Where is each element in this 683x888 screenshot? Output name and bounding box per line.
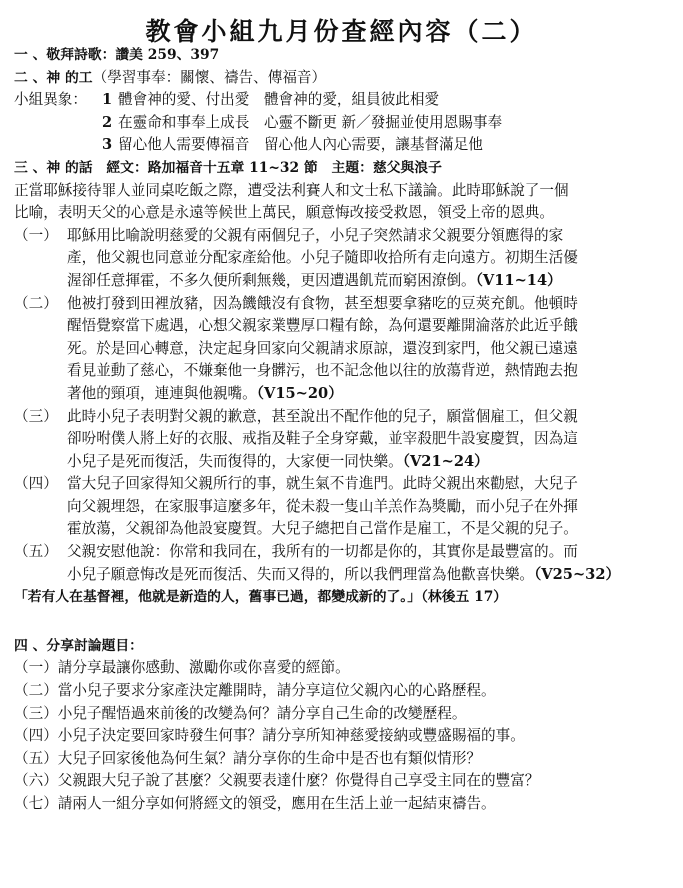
section-worship-content: 讚美 259、397	[115, 47, 220, 63]
point-line: 父親安慰他說：你常和我同在，我所有的一切都是你的，其實你是最豐富的。而	[67, 543, 578, 561]
question-text: 大兒子回家後他為何生氣？請分享你的生命中是否也有類似情形？	[57, 749, 482, 767]
verse-ref: （V25~32）	[534, 565, 621, 583]
question-label: （四）	[14, 727, 58, 745]
question-label: （一）	[14, 659, 58, 677]
question-item	[14, 680, 669, 703]
intro-line: 正當耶穌接待罪人並同桌吃飯之際，遭受法利賽人和文士私下議論。此時耶穌說了一個	[14, 181, 569, 199]
point-line: 死。於是回心轉意，決定起身回家向父親請求原諒，還沒到家門，他父親已遠遠	[67, 339, 578, 357]
point-line: 當大兒子回家得知父親所行的事，就生氣不肯進門。此時父親出來勸慰，大兒子	[67, 475, 578, 493]
point-label: （一）	[14, 226, 58, 244]
point-4	[14, 473, 669, 541]
point-line: 小兒子是死而復活，失而復得的，大家便一同快樂。	[67, 452, 403, 470]
section-ministry-heading: 二 、神 的工	[14, 69, 93, 86]
point-line: 耶穌用比喻說明慈愛的父親有兩個兒子，小兒子突然請求父親要分領應得的家	[67, 226, 564, 244]
group-vision-text: 留心他人需要傳福音 留心他人內心需要，讓基督滿足他	[118, 136, 483, 154]
group-vision-row	[14, 89, 669, 112]
discussion-questions	[14, 657, 669, 815]
point-label: （四）	[14, 475, 58, 493]
question-text: 父親跟大兒子說了甚麼？父親要表達什麼？你覺得自己享受主同在的豐富？	[57, 772, 540, 790]
point-line: 霍放蕩，父親卻為他設宴慶賀。大兒子總把自己當作是雇工，不是父親的兒子。	[67, 520, 578, 538]
section-ministry	[14, 67, 669, 90]
group-vision-lead: 小組異象：	[14, 91, 87, 109]
point-line: 他被打發到田裡放豬，因為饑餓沒有食物，甚至想要拿豬吃的豆莢充飢。他頓時	[67, 294, 578, 312]
verse-ref: （V11~14）	[475, 271, 562, 289]
group-vision-row	[14, 112, 669, 135]
group-vision-text: 體會神的愛、付出愛 體會神的愛，組員彼此相愛	[118, 91, 440, 109]
point-line: 此時小兒子表明對父親的歉意，甚至說出不配作他的兒子，願當個雇工，但父親	[67, 407, 578, 425]
point-line: 著他的頸項，連連與他親嘴。	[67, 384, 257, 402]
question-label: （六）	[14, 772, 58, 790]
point-2	[14, 293, 669, 406]
question-text: 小兒子醒悟過來前後的改變為何？請分享自己生命的改變歷程。	[57, 704, 467, 722]
point-line: 看見並動了慈心，不嫌棄他一身髒污，也不記念他以往的放蕩背逆，熱情跑去抱	[67, 362, 578, 380]
point-1	[14, 225, 669, 293]
question-label: （五）	[14, 749, 58, 767]
question-text: 當小兒子要求分家產決定離開時，請分享這位父親內心的心路歷程。	[57, 682, 496, 700]
page-title: 教會小組九月份查經內容（二）	[145, 17, 538, 46]
group-vision-number: 2	[102, 113, 113, 131]
point-label: （三）	[14, 407, 58, 425]
group-vision-row	[14, 134, 669, 157]
question-text: 請分享最讓你感動、激勵你或你喜愛的經節。	[57, 659, 350, 677]
point-3	[14, 406, 669, 474]
point-label: （五）	[14, 543, 58, 561]
section-ministry-content: （學習事奉：關懷、禱告、傳福音）	[92, 68, 327, 86]
question-item	[14, 725, 669, 748]
group-vision	[14, 89, 669, 157]
question-label: （二）	[14, 682, 58, 700]
point-line: 渥卻任意揮霍，不多久便所剩無幾，更因遭遇飢荒而窮困潦倒。	[67, 271, 476, 289]
scripture-intro	[14, 180, 669, 225]
group-vision-text: 在靈命和事奉上成長 心靈不斷更 新／發掘並使用恩賜事奉	[118, 113, 503, 131]
point-label: （二）	[14, 294, 58, 312]
section-discussion-heading: 四 、分享討論題目：	[14, 637, 143, 654]
verse-ref: （V21~24）	[402, 452, 489, 470]
intro-line: 比喻，表明天父的心意是永遠等候世上萬民，願意悔改接受救恩，領受上帝的恩典。	[14, 204, 554, 222]
group-vision-number: 3	[102, 136, 113, 154]
point-line: 卻吩咐僕人將上好的衣服、戒指及鞋子全身穿戴，並宰殺肥牛設宴慶賀，因為這	[67, 430, 578, 448]
question-item	[14, 748, 669, 771]
question-item	[14, 657, 669, 680]
verse-ref: （V15~20）	[256, 384, 343, 402]
point-line: 醒悟覺察當下處遇，心想父親家業豐厚口糧有餘，為何還要離開淪落於此近乎餓	[67, 317, 578, 335]
memory-verse: 「若有人在基督裡，他就是新造的人，舊事已過，都變成新的了。」（林後五 17）	[14, 589, 508, 606]
section-worship-heading: 一 、敬拜詩歌：	[14, 47, 116, 63]
question-text: 小兒子決定要回家時發生何事？請分享所知神慈愛接納或豐盛賜福的事。	[57, 727, 525, 745]
question-item	[14, 770, 669, 793]
group-vision-number: 1	[102, 91, 113, 109]
point-5	[14, 541, 669, 586]
question-text: 請兩人一組分享如何將經文的領受，應用在生活上並一起結束禱告。	[57, 795, 496, 812]
question-label: （七）	[14, 795, 58, 812]
point-line: 小兒子願意悔改是死而復活、失而又得的，所以我們理當為他歡喜快樂。	[67, 565, 535, 583]
question-item	[14, 703, 669, 726]
point-line: 產，他父親也同意並分配家產給他。小兒子隨即收拾所有走向遠方。初期生活優	[67, 249, 578, 267]
question-label: （三）	[14, 704, 58, 722]
section-scripture-heading: 三 、神 的話 經文：路加福音十五章 11~32 節 主題：慈父與浪子	[14, 159, 442, 176]
point-line: 向父親埋怨，在家服事這麼多年，從未殺一隻山羊羔作為獎勵，而小兒子在外揮	[67, 497, 578, 515]
question-item	[14, 793, 669, 816]
